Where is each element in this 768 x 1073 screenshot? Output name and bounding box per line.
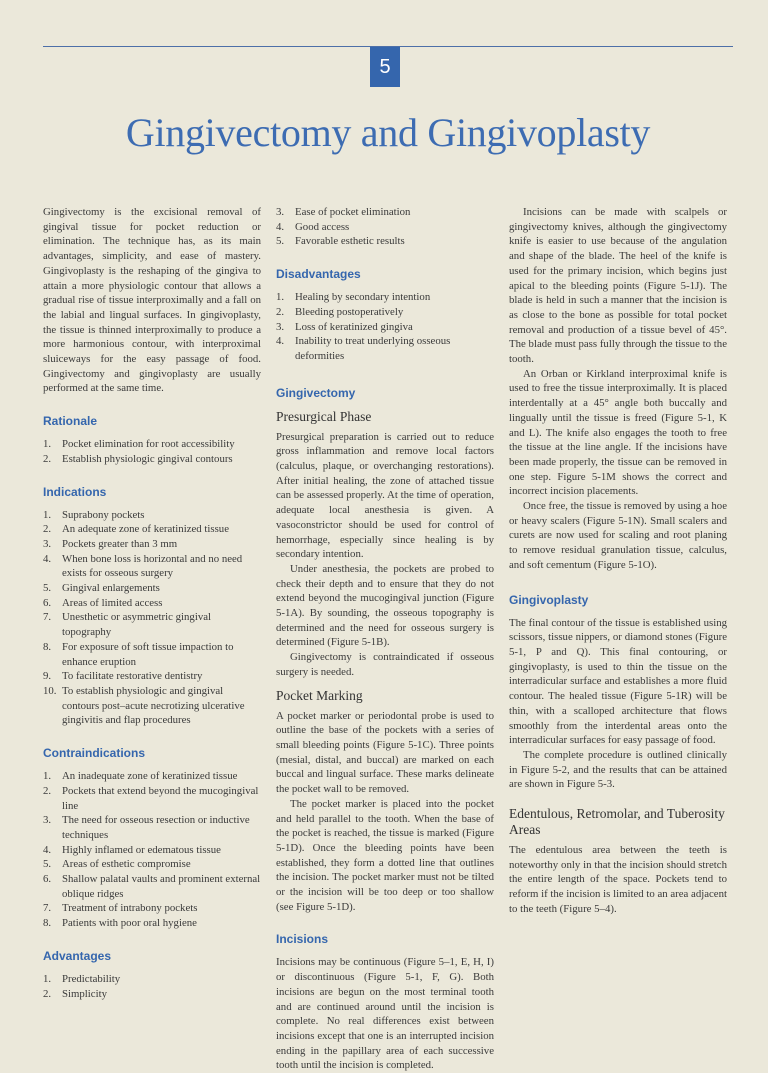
- list-item: [276, 234, 494, 249]
- list-item-number: 1.: [43, 770, 52, 783]
- list-item-number: 6.: [43, 596, 52, 609]
- incisions-paragraph-4: Once free, the tissue is removed by using a hoe or heavy scalers (Figure 5-1N). Small scalers and curets are now used for scaling and root planing to remove residual granulation tissue, calculus, and soft cementum (Figure 5-1O).: [509, 500, 727, 571]
- intro-paragraph: Gingivectomy is the excisional removal of gingival tissue for pocket reduction or elimination. The technique has, as its main advantages, simplicity, and ease of mastery. Gingivoplasty is the reshaping of the gingiva to attain a more physiologic contour that allows a gradual rise of tissue interproximally and a fall on the labial and lingual surfaces. In gingivoplasty, the tissue is thinned interproximally to produce a more harmonious contour, with interproximal sluiceways for the easy passage of food. Gingivectomy and gingivoplasty are usually performed at the same time.: [43, 206, 261, 395]
- list-item-number: 2.: [43, 523, 52, 536]
- list-item-number: 3.: [276, 320, 285, 333]
- list-item-number: 4.: [276, 220, 285, 233]
- list-item: [43, 769, 261, 784]
- list-item-text: Unesthetic or asymmetric gingival topography: [62, 611, 212, 639]
- indications-heading: Indications: [43, 484, 107, 499]
- list-item: [43, 581, 261, 596]
- list-item-number: 3.: [276, 206, 285, 218]
- list-item-number: 1.: [276, 291, 285, 304]
- disadvantages-list: [276, 290, 494, 364]
- list-item: [43, 901, 261, 916]
- presurgical-phase-heading: Presurgical Phase: [276, 408, 372, 424]
- list-item-text: To facilitate restorative dentistry: [62, 670, 203, 683]
- list-item-text: Shallow palatal vaults and prominent external oblique ridges: [62, 873, 261, 900]
- list-item-text: The need for osseous resection or inductive techniques: [62, 814, 250, 841]
- list-item-number: 3.: [43, 537, 52, 550]
- list-item: [276, 220, 494, 235]
- list-item-text: Patients with poor oral hygiene: [62, 917, 197, 930]
- list-item-number: 2.: [43, 452, 52, 465]
- list-item-number: 4.: [276, 335, 285, 348]
- list-item-text: Favorable esthetic results: [295, 235, 405, 248]
- advantages-heading: Advantages: [43, 948, 112, 963]
- list-item-text: Pockets greater than 3 mm: [62, 537, 178, 550]
- rationale-heading: Rationale: [43, 414, 98, 429]
- incisions-paragraph-1: Incisions may be continuous (Figure 5–1, E, H, I) or discontinuous (Figure 5-1, F, G). Both incisions are begun on the most terminal tooth and are continued around until the incision is complete. No real differences exist between incisions except that one is an interrupted incision ending in the papillary area of each successive tooth until the incision is completed.: [276, 956, 494, 1072]
- incisions-paragraph-3: An Orban or Kirkland interproximal knife is used to free the tissue interproximally. It is placed interdentally at a 45° angle both buccally and lingually until the tissue is freed (Figure 5-1, K and L). The knife also engages the tooth to free the tissue at the line angle. If the incisions have been made properly, the tissue can be removed in one step. Figure 5-1M shows the correct and incorrect incision placements.: [509, 367, 727, 498]
- list-item-text: Predictability: [62, 972, 121, 985]
- gingivoplasty-paragraph-2: The complete procedure is outlined clinically in Figure 5-2, and the results that can be attained are shown in Figure 5-3.: [509, 748, 727, 791]
- list-item: [43, 596, 261, 611]
- list-item-text: Areas of esthetic compromise: [62, 858, 191, 871]
- list-item-text: An adequate zone of keratinized tissue: [62, 523, 229, 536]
- indications-list: [43, 508, 261, 729]
- list-item: [43, 522, 261, 537]
- chapter-number-badge: 5: [370, 47, 400, 87]
- list-item: [43, 843, 261, 858]
- list-item-text: Establish physiologic gingival contours: [62, 452, 233, 465]
- list-item-number: 8.: [43, 640, 52, 653]
- list-item-text: Bleeding postoperatively: [295, 305, 404, 318]
- list-item-text: Gingival enlargements: [62, 582, 160, 595]
- list-item-text: Suprabony pockets: [62, 508, 145, 521]
- list-item-number: 5.: [43, 582, 52, 595]
- contraindications-list: [43, 769, 261, 931]
- column-2: [276, 205, 494, 1073]
- list-item: [276, 334, 494, 363]
- chapter-title: Gingivectomy and Gingivoplasty: [125, 110, 651, 155]
- list-item-number: 1.: [43, 972, 52, 985]
- presurgical-paragraph-3: Gingivectomy is contraindicated if osseous surgery is needed.: [276, 651, 494, 678]
- list-item-number: 4.: [43, 552, 52, 565]
- gingivoplasty-paragraph-1: The final contour of the tissue is established using scissors, tissue nippers, or diamond stones (Figure 5-1, P and Q). This final contouring, or gingivoplasty, is used to thin the tissue on the interradicular surface and establishes a more fluid contour. The healed tissue (Figure 5-1R) will be thin, with a scalloped architecture that flows smoothly from the interdental areas onto the interradicular surfaces for easy passage of food.: [509, 616, 727, 747]
- pocket-marking-heading: Pocket Marking: [276, 687, 363, 703]
- edentulous-paragraph-1: The edentulous area between the teeth is noteworthy only in that the incision should stretch the entire length of the space. Pockets tend to reform if the incision is limited to an area adjacent to the teeth (Figure 5–4).: [509, 844, 727, 915]
- list-item-number: 10.: [43, 684, 57, 697]
- list-item: [43, 452, 261, 467]
- edentulous-heading: Edentulous, Retromolar, and Tuberosity Areas: [509, 806, 725, 838]
- list-item-number: 6.: [43, 873, 52, 886]
- list-item: [43, 987, 261, 1002]
- list-item-text: Loss of keratinized gingiva: [295, 320, 413, 333]
- pocket-marking-paragraph-2: The pocket marker is placed into the pocket and held parallel to the tooth. When the base of the pocket is reached, the tissue is marked (Figure 5-1D). Once the bleeding points have been established, they form a dotted line that outlines the incision. The pocket marker must not be tilted or the incision will be too deep or too shallow (see Figure 5-1D).: [276, 797, 494, 913]
- presurgical-paragraph-1: Presurgical preparation is carried out to reduce gross inflammation and remove local factors (calculus, plaque, or overchanging restorations). After initial healing, the zone of attached tissue can be assessed properly. At the time of operation, adequate local anesthesia is given. A vasoconstrictor should be used for control of hemorrhage, especially since healing is by secondary intention.: [276, 430, 494, 561]
- column-3: [509, 205, 727, 917]
- incisions-paragraph-2: Incisions can be made with scalpels or gingivectomy knives, although the gingivectomy knife is easier to use because of the angulation and shape of the blade. The heel of the knife is used for the primary incision, which begins just apical to the bleeding points (Figure 5-1J). The blade is held in such a manner that the incision is as close to the bone as possible for total pocket removal and production of a tissue bevel of 45°. The blade must pass fully through the tissue to the tooth.: [509, 206, 727, 366]
- pocket-marking-paragraph-1: A pocket marker or periodontal probe is used to outline the base of the pockets with a series of small bleeding points (Figure 5-1C). Three points (mesial, distal, and buccal) are marked on each buccal and lingual surface. These marks delineate the pocket wall to be removed.: [276, 709, 494, 796]
- list-item-text: Highly inflamed or edematous tissue: [62, 843, 221, 856]
- list-item-text: Good access: [295, 220, 350, 233]
- presurgical-paragraph-2: Under anesthesia, the pockets are probed to check their depth and to ensure that they do not extend beyond the mucogingival junction (Figure 5-1A). By sounding, the osseous topography is determined and the need for osseous surgery is determined (Figure 5-1B).: [276, 562, 494, 649]
- list-item-number: 9.: [43, 670, 52, 683]
- list-item: [43, 537, 261, 552]
- list-item: [43, 669, 261, 684]
- list-item-text: When bone loss is horizontal and no need exists for osseous surgery: [62, 552, 243, 580]
- list-item: [276, 290, 494, 305]
- list-item-number: 7.: [43, 611, 52, 624]
- list-item-number: 1.: [43, 438, 52, 451]
- gingivoplasty-heading: Gingivoplasty: [509, 592, 589, 607]
- list-item: [276, 320, 494, 335]
- list-item-text: Pockets that extend beyond the mucogingival line: [62, 784, 259, 812]
- list-item-text: Ease of pocket elimination: [295, 206, 411, 218]
- list-item: [43, 784, 261, 813]
- list-item-number: 2.: [43, 987, 52, 1000]
- disadvantages-heading: Disadvantages: [276, 267, 361, 282]
- list-item: [43, 437, 261, 452]
- list-item-number: 2.: [276, 305, 285, 318]
- list-item: [43, 610, 261, 639]
- list-item-number: 5.: [43, 858, 52, 871]
- list-item-number: 4.: [43, 843, 52, 856]
- advantages-list-part-2: [276, 205, 494, 249]
- list-item: [43, 813, 261, 842]
- list-item-text: To establish physiologic and gingival contours post–acute necrotizing ulcerative gingivitis and flap procedures: [62, 684, 245, 727]
- rationale-list: [43, 437, 261, 466]
- list-item-text: Healing by secondary intention: [295, 291, 431, 304]
- list-item-number: 7.: [43, 902, 52, 915]
- list-item-number: 8.: [43, 917, 52, 930]
- list-item: [276, 305, 494, 320]
- list-item-number: 3.: [43, 814, 52, 827]
- list-item-text: Areas of limited access: [62, 596, 163, 609]
- column-1: [43, 205, 261, 1001]
- advantages-list-part-1: [43, 972, 261, 1001]
- list-item-number: 5.: [276, 235, 285, 248]
- list-item: [43, 508, 261, 523]
- list-item: [43, 640, 261, 669]
- gingivectomy-heading: Gingivectomy: [276, 385, 356, 400]
- list-item-number: 1.: [43, 508, 52, 521]
- list-item: [43, 972, 261, 987]
- list-item: [43, 552, 261, 581]
- list-item-text: Pocket elimination for root accessibility: [62, 438, 235, 451]
- list-item-text: For exposure of soft tissue impaction to enhance eruption: [62, 640, 234, 668]
- list-item: [43, 872, 261, 901]
- incisions-heading: Incisions: [276, 932, 329, 947]
- list-item: [276, 205, 494, 220]
- list-item-number: 2.: [43, 784, 52, 797]
- list-item-text: Treatment of intrabony pockets: [62, 902, 198, 915]
- list-item: [43, 684, 261, 728]
- list-item-text: Inability to treat underlying osseous deformities: [295, 335, 451, 362]
- contraindications-heading: Contraindications: [43, 746, 146, 761]
- list-item-text: Simplicity: [62, 987, 107, 1000]
- list-item: [43, 857, 261, 872]
- list-item: [43, 916, 261, 931]
- list-item-text: An inadequate zone of keratinized tissue: [62, 770, 238, 783]
